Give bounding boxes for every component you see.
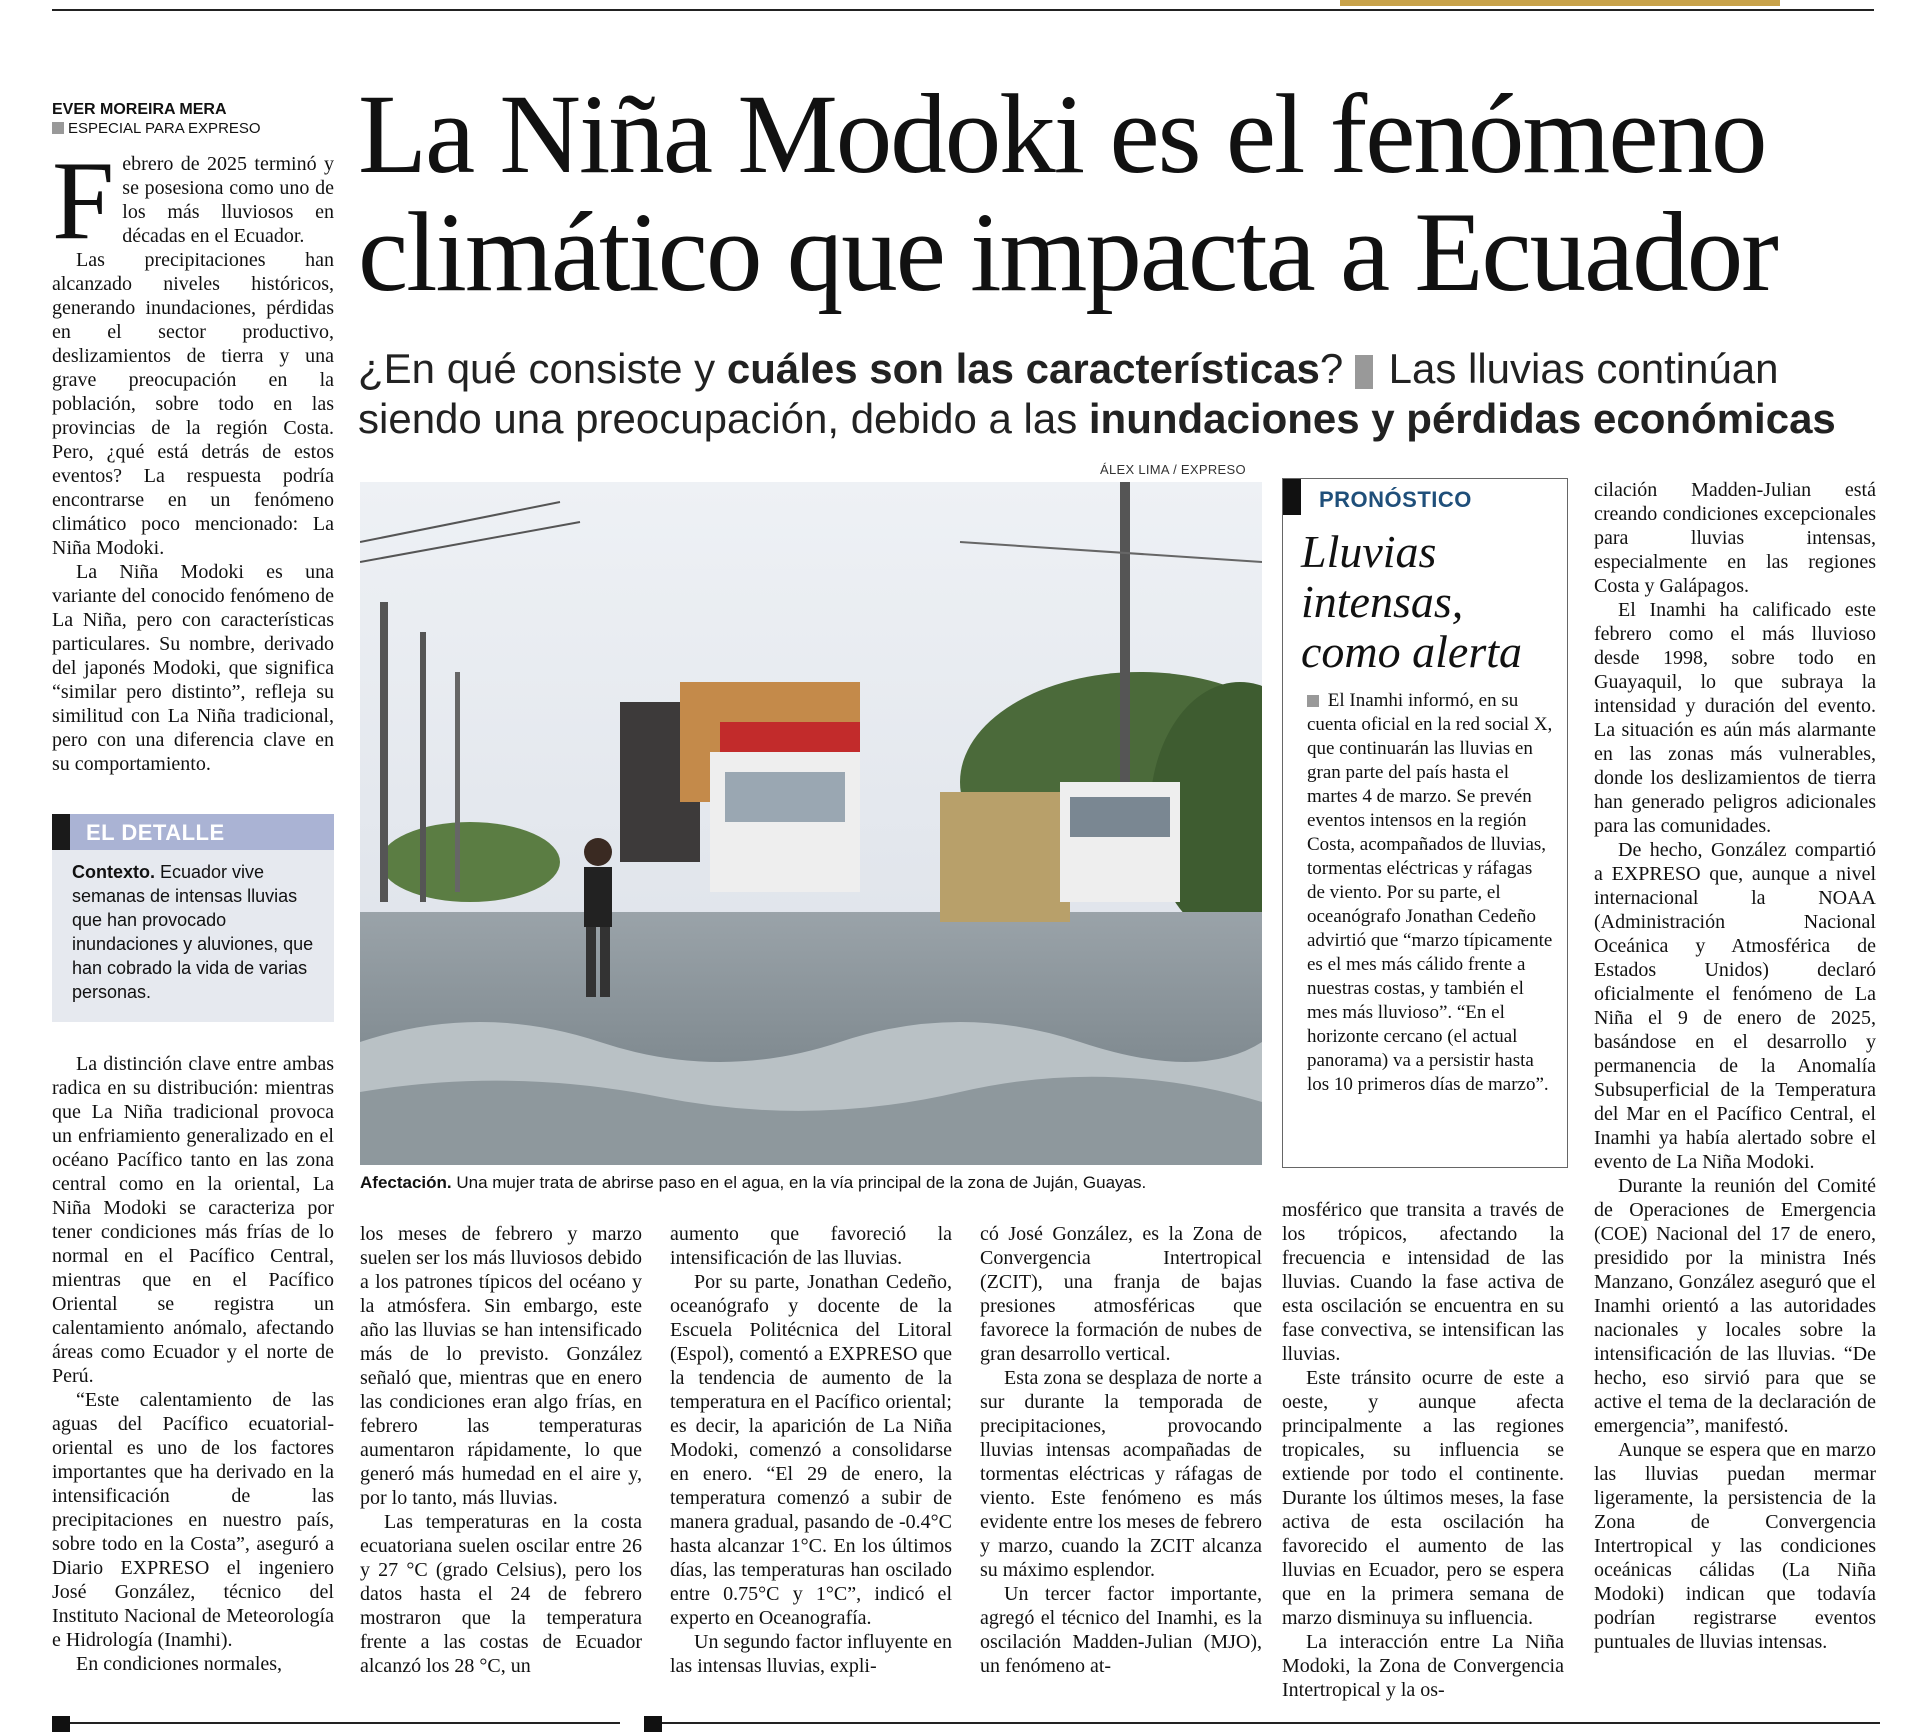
top-rule <box>52 9 1874 11</box>
top-accent-bar <box>1340 0 1780 6</box>
column-2: los meses de febrero y marzo suelen ser los más lluviosos debido a los patrones típicos del océano y la atmósfera. Sin embargo, este año las lluvias se han intensificado más de lo previsto. González señaló que, mientras que en enero las condiciones eran algo frías, en febrero las temperaturas aumentaron rápidamente, lo que generó más humedad en el aire y, por lo tanto, más lluvias. Las temperaturas en la costa ecuatoriana suelen oscilar entre 26 y 27 °C (grado Celsius), pero los datos hasta el 24 de febrero mostraron que la temperatura frente a las costas de Ecuador alcanzó los 28 °C, un <box>360 1223 642 1677</box>
square-bullet-icon <box>52 122 64 134</box>
detail-label: EL DETALLE <box>86 820 225 845</box>
pronostico-box <box>1282 478 1568 1168</box>
bottom-rule-left <box>52 1722 620 1724</box>
bottom-rule-right <box>644 1722 1880 1724</box>
byline <box>52 100 342 138</box>
column-1-bottom: La distinción clave entre ambas radica en su distribución: mientras que La Niña tradicional provoca un enfriamiento generalizado en el océano Pacífico tanto en las zona central como en la oriental, La Niña Modoki se caracteriza por tener condiciones más frías de lo normal en el Pacífico Central, mientras que en el Pacífico Oriental se registra un calentamiento anómalo, afectando áreas como Ecuador y el norte de Perú. “Este calentamiento de las aguas del Pacífico ecuatorial-oriental es uno de los factores importantes que ha derivado en la intensificación de las precipitaciones en nuestro país, sobre todo en la Costa”, aseguró a Diario EXPRESO el ingeniero José González, técnico del Instituto Nacional de Meteorología e Hidrología (Inamhi). En condiciones normales, <box>52 1053 334 1675</box>
drop-cap: F <box>52 139 115 263</box>
square-bullet-icon <box>1307 695 1319 707</box>
headline-line-2: climático que impacta a Ecuador <box>358 190 1777 315</box>
photo-credit: ÁLEX LIMA / EXPRESO <box>1100 462 1246 477</box>
separator-bar-icon <box>1355 355 1373 389</box>
subhead-bold-2: inundaciones y pérdidas económicas <box>1088 395 1836 442</box>
photo-caption: Afectación. Una mujer trata de abrirse paso en el agua, en la vía principal de la zona de Juján, Guayas. <box>360 1173 1147 1192</box>
bottom-block-right <box>644 1716 662 1732</box>
column-3: aumento que favoreció la intensificación de las lluvias. Por su parte, Jonathan Cedeño, oceanógrafo y docente de la Escuela Politécnica del Litoral (Espol), comentó a EXPRESO que la tendencia de aumento de la temperatura en el Pacífico oriental; es decir, la aparición de La Niña Modoki, comenzó a consolidarse en enero. “El 29 de enero, la temperatura comenzó a subir de manera gradual, pasando de -0.4°C hasta alcanzar 1°C. En los últimos días, las temperaturas han oscilado entre 0.75°C y 1°C”, indicó el experto en Oceanografía. Un segundo factor influyente en las intensas lluvias, expli- <box>670 1223 952 1677</box>
detail-text: Contexto. Ecuador vive semanas de intensas lluvias que han provocado inundaciones y aluviones, que han cobrado la vida de varias personas. <box>72 862 314 1002</box>
author-name: EVER MOREIRA MERA <box>52 101 227 118</box>
pronostico-text: El Inamhi informó, en su cuenta oficial en la red social X, que continuarán las lluvias en gran parte del país hasta el martes 4 de marzo. Se prevén eventos intensos en la región Costa, acompañados de lluvias, tormentas eléctricas y ráfagas de viento. Por su parte, el oceanógrafo Jonathan Cedeño advirtió que “marzo típicamente es el mes más cálido frente a nuestras costas, y también el mes más lluvioso”. “En el horizonte cercano (el actual panorama) va a persistir hasta los 10 primeros días de marzo”. <box>1307 690 1553 1095</box>
column-5: mosférico que transita a través de los trópicos, afectando la frecuencia e intensidad de las lluvias. Cuando la fase activa de esta oscilación se encuentra en su fase convectiva, se intensifican las lluvias. Este tránsito ocurre de este a oeste, y aunque afecta principalmente a las regiones tropicales, su influencia se extiende por todo el continente. Durante los últimos meses, la fase activa de esta oscilación ha favorecido el aumento de las lluvias en Ecuador, pero se espera que en la primera semana de marzo disminuya su influencia. La interacción entre La Niña Modoki, la Zona de Convergencia Intertropical y la os- <box>1282 1199 1564 1701</box>
column-1-top: Febrero de 2025 terminó y se posesiona como uno de los más lluviosos en décadas en el Ecuador. Las precipitaciones han alcanzado niveles históricos, generando inundaciones, pérdidas en el sector productivo, deslizamientos de tierra y una grave preocupación en la población, sobre todo en las provincias de la región Costa. Pero, ¿qué está detrás de estos eventos? La respuesta podría encontrarse en un fenómeno climático poco mencionado: La Niña Modoki. La Niña Modoki es una variante del conocido fenómeno de La Niña, pero con características particulares. Su nombre, derivado del japonés Modoki, que significa “similar pero distinto”, refleja su similitud con La Niña tradicional, pero con una diferencia clave en su comportamiento. <box>52 139 334 775</box>
subhead: ¿En qué consiste y cuáles son las características? Las lluvias continúan siendo una preocupación, debido a las inundaciones y pérdidas económicas <box>358 345 1836 442</box>
pronostico-block <box>1283 479 1301 515</box>
headline-line-1: La Niña Modoki es el fenómeno <box>358 72 1766 197</box>
detail-box <box>52 814 334 1022</box>
detail-header <box>52 814 334 850</box>
pronostico-label: PRONÓSTICO <box>1319 487 1472 512</box>
detail-header-block <box>52 814 70 850</box>
column-6: cilación Madden-Julian está creando condiciones excepcionales para lluvias intensas, especialmente en las regiones Costa y Galápagos. El Inamhi ha calificado este febrero como el más lluvioso desde 1998, sobre todo en Guayaquil, lo que subraya la intensidad y duración del evento. La situación es aún más alarmante en las zonas más vulnerables, donde los deslizamientos de tierra han generado peligros adicionales para las comunidades. De hecho, González compartió a EXPRESO que, aunque a nivel internacional la NOAA (Administración Nacional Oceánica y Atmosférica de Estados Unidos) declaró oficialmente el fenómeno de La Niña el 9 de enero de 2025, basándose en el desarrollo y permanencia de la Anomalía Subsuperficial de la Temperatura del Mar en el Pacífico Central, el Inamhi ya había alertado sobre el evento de La Niña Modoki. Durante la reunión del Comité de Operaciones de Emergencia (COE) Nacional del 17 de enero, presidido por la ministra Inés Manzano, González aseguró que el Inamhi orientó a las autoridades nacionales y locales sobre la intensificación de las lluvias. “De hecho, eso sirvió para que se active el tema de la declaración de emergencia”, manifestó. Aunque se espera que en marzo las lluvias puedan mermar ligeramente, la persistencia de la Zona de Convergencia Intertropical y las condiciones oceánicas cálidas (La Niña Modoki) indican que todavía podrían registrarse eventos puntuales de lluvias intensas. <box>1594 479 1876 1653</box>
subhead-bold-1: cuáles son las características <box>726 345 1320 392</box>
flood-photo <box>360 482 1262 1165</box>
column-4: có José González, es la Zona de Convergencia Intertropical (ZCIT), una franja de bajas presiones atmosféricas que favorece la formación de nubes de gran desarrollo vertical. Esta zona se desplaza de norte a sur durante la temporada de precipitaciones, provocando lluvias intensas acompañadas de tormentas eléctricas y ráfagas de viento. Este fenómeno es más evidente entre los meses de febrero y marzo, cuando la ZCIT alcanza su máximo esplendor. Un tercer factor importante, agregó el técnico del Inamhi, es la oscilación Madden-Julian (MJO), un fenómeno at- <box>980 1223 1262 1677</box>
author-role: ESPECIAL PARA EXPRESO <box>52 119 342 138</box>
pronostico-title: Lluvias intensas, como alerta <box>1301 526 1523 677</box>
headline <box>358 72 1888 315</box>
bottom-block-left <box>52 1716 70 1732</box>
